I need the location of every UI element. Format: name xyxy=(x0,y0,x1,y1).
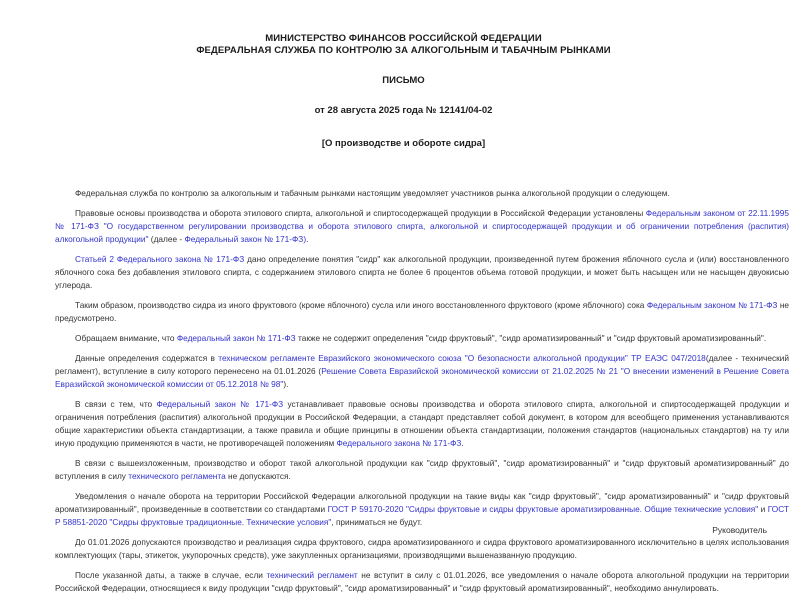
signature-title: Руководитель xyxy=(712,525,767,535)
signature-block xyxy=(0,525,767,535)
text-segment: Уведомления о начале оборота на территории Российской Федерации алкогольной продукции на такие виды как "сидр фруктовый", "сидр ароматизированный" и "сидр фруктовый ароматизированный", произведенные в соответствии со стандартами xyxy=(55,491,789,514)
paragraph xyxy=(55,398,789,450)
text-segment: Данные определения содержатся в xyxy=(75,353,219,363)
document-header xyxy=(0,0,807,57)
paragraph xyxy=(55,332,789,345)
paragraph xyxy=(55,207,789,246)
text-segment: не предусмотрено. xyxy=(55,300,790,323)
paragraph xyxy=(55,536,789,562)
text-segment: Таким образом, производство сидра из иного фруктового (кроме яблочного) сусла или иного восстановленного фруктового (кроме яблочного) сока xyxy=(75,300,647,310)
doc-type-label: ПИСЬМО xyxy=(382,75,425,86)
paragraph xyxy=(55,569,789,595)
text-segment: дано определение понятия "сидр" как алкогольной продукции, произведенной путем брожения яблочного сусла и (или) восстановленного яблочного сока без добавления этилового спирта, с содержанием этилового спирта не более 6 процентов объема готовой продукции, и может быть насыщен или не насыщен двуокисью углерода. xyxy=(55,254,789,290)
text-segment: также не содержит определения "сидр фруктовый", "сидр ароматизированный" и "сидр фруктовый ароматизированный". xyxy=(295,333,767,343)
text-segment: После указанной даты, а также в случае, если xyxy=(75,570,267,580)
document-link[interactable]: Статьей 2 Федерального закона № 171-ФЗ xyxy=(75,254,245,264)
text-segment: ). xyxy=(283,379,289,389)
text-segment: Федеральная служба по контролю за алкогольным и табачным рынками настоящим уведомляет участников рынка алкогольной продукции о следующем. xyxy=(75,188,670,198)
text-segment: . xyxy=(306,234,309,244)
text-segment: . xyxy=(461,438,464,448)
document-link[interactable]: ГОСТ Р 59170-2020 "Сидры фруктовые и сидры фруктовые ароматизированные. Общие технические условия" xyxy=(327,504,759,514)
agency-name: ФЕДЕРАЛЬНАЯ СЛУЖБА ПО КОНТРОЛЮ ЗА АЛКОГОЛЬНЫМ И ТАБАЧНЫМ РЫНКАМИ xyxy=(196,45,611,56)
text-segment: Обращаем внимание, что xyxy=(75,333,177,343)
text-segment: В связи с тем, что xyxy=(75,399,157,409)
document-link[interactable]: технического регламента xyxy=(128,471,226,481)
document-link[interactable]: ГОСТ Р 58851-2020 "Сидры фруктовые традиционные. Технические условия" xyxy=(55,504,789,527)
paragraph xyxy=(55,253,789,292)
paragraph xyxy=(55,187,789,200)
document-link[interactable]: Федеральным законом от 22.11.1995 № 171-ФЗ "О государственном регулировании производства и оборота этилового спирта, алкогольной и спиртосодержащей продукции и об ограничении потребления (распития) алкогольной продукции" xyxy=(55,208,789,244)
text-segment: (далее - xyxy=(148,234,185,244)
text-segment: Правовые основы производства и оборота этилового спирта, алкогольной и спиртосодержащей продукции в Российской Федерации установлены xyxy=(75,208,646,218)
text-segment: не вступит в силу с 01.01.2026, все уведомления о начале оборота алкогольной продукции на территории Российской Федерации, относящиеся к виду продукции "сидр фруктовый", "сидр ароматизированный" и "сидр фруктовый ароматизированный", необходимо аннулировать. xyxy=(55,570,789,593)
text-segment: В связи с вышеизложенным, производство и оборот такой алкогольной продукции как "сидр фруктовый", "сидр ароматизированный" и "сидр фруктовый ароматизированный" до вступления в силу xyxy=(55,458,789,481)
document-link[interactable]: Федерального закона № 171-ФЗ xyxy=(336,438,462,448)
paragraph xyxy=(55,299,789,325)
paragraph xyxy=(55,457,789,483)
text-segment: , приниматься не будут. xyxy=(331,517,423,527)
text-segment: До 01.01.2026 допускаются производство и реализация сидра фруктового, сидра ароматизированного и сидра фруктового ароматизированного исключительно в целях использования комплектующих (тары, этикеток, укупорочных средств), уже закупленных организациями, производящими вышеназванную продукцию. xyxy=(55,537,789,560)
doc-date-number: от 28 августа 2025 года № 12141/04-02 xyxy=(314,105,493,116)
document-link[interactable]: техническом регламенте Евразийского экономического союза "О безопасности алкогольной продукции" ТР ЕАЭС 047/2018 xyxy=(218,353,706,363)
document-link[interactable]: технический регламент xyxy=(266,570,358,580)
document-link[interactable]: Федеральный закон № 171-ФЗ xyxy=(176,333,296,343)
paragraph xyxy=(55,352,789,391)
paragraph xyxy=(55,490,789,529)
ministry-name: МИНИСТЕРСТВО ФИНАНСОВ РОССИЙСКОЙ ФЕДЕРАЦИИ xyxy=(265,33,542,44)
text-segment: (далее - технический регламент), вступление в силу которого перенесено на 01.01.2026 ( xyxy=(55,353,789,376)
document-link[interactable]: Федеральным законом № 171-ФЗ xyxy=(646,300,778,310)
document-link[interactable]: Федеральный закон № 171-ФЗ xyxy=(156,399,284,409)
document-link[interactable]: Решение Совета Евразийской экономической комиссии от 21.02.2025 № 21 "О внесении изменений в Решение Совета Евразийской экономической комиссии от 05.12.2018 № 98" xyxy=(55,366,789,389)
text-segment: и xyxy=(758,504,768,514)
document-link[interactable]: Федеральный закон № 171-ФЗ) xyxy=(184,234,307,244)
text-segment: устанавливает правовые основы производства и оборота этилового спирта, алкогольной и спиртосодержащей продукции и ограничения потребления (распития) алкогольной продукции в Российской Федерации, а стандарт представляет собой документ, в котором для всеобщего применения устанавливаются общие характеристики объекта стандартизации, а также правила и общие принципы в отношении объекта стандартизации, положения стандартов (национальных стандартов) на ту или иную продукцию применяются в части, не противоречащей положениям xyxy=(55,399,789,448)
doc-subject: [О производстве и обороте сидра] xyxy=(321,138,486,149)
text-segment: не допускаются. xyxy=(225,471,291,481)
